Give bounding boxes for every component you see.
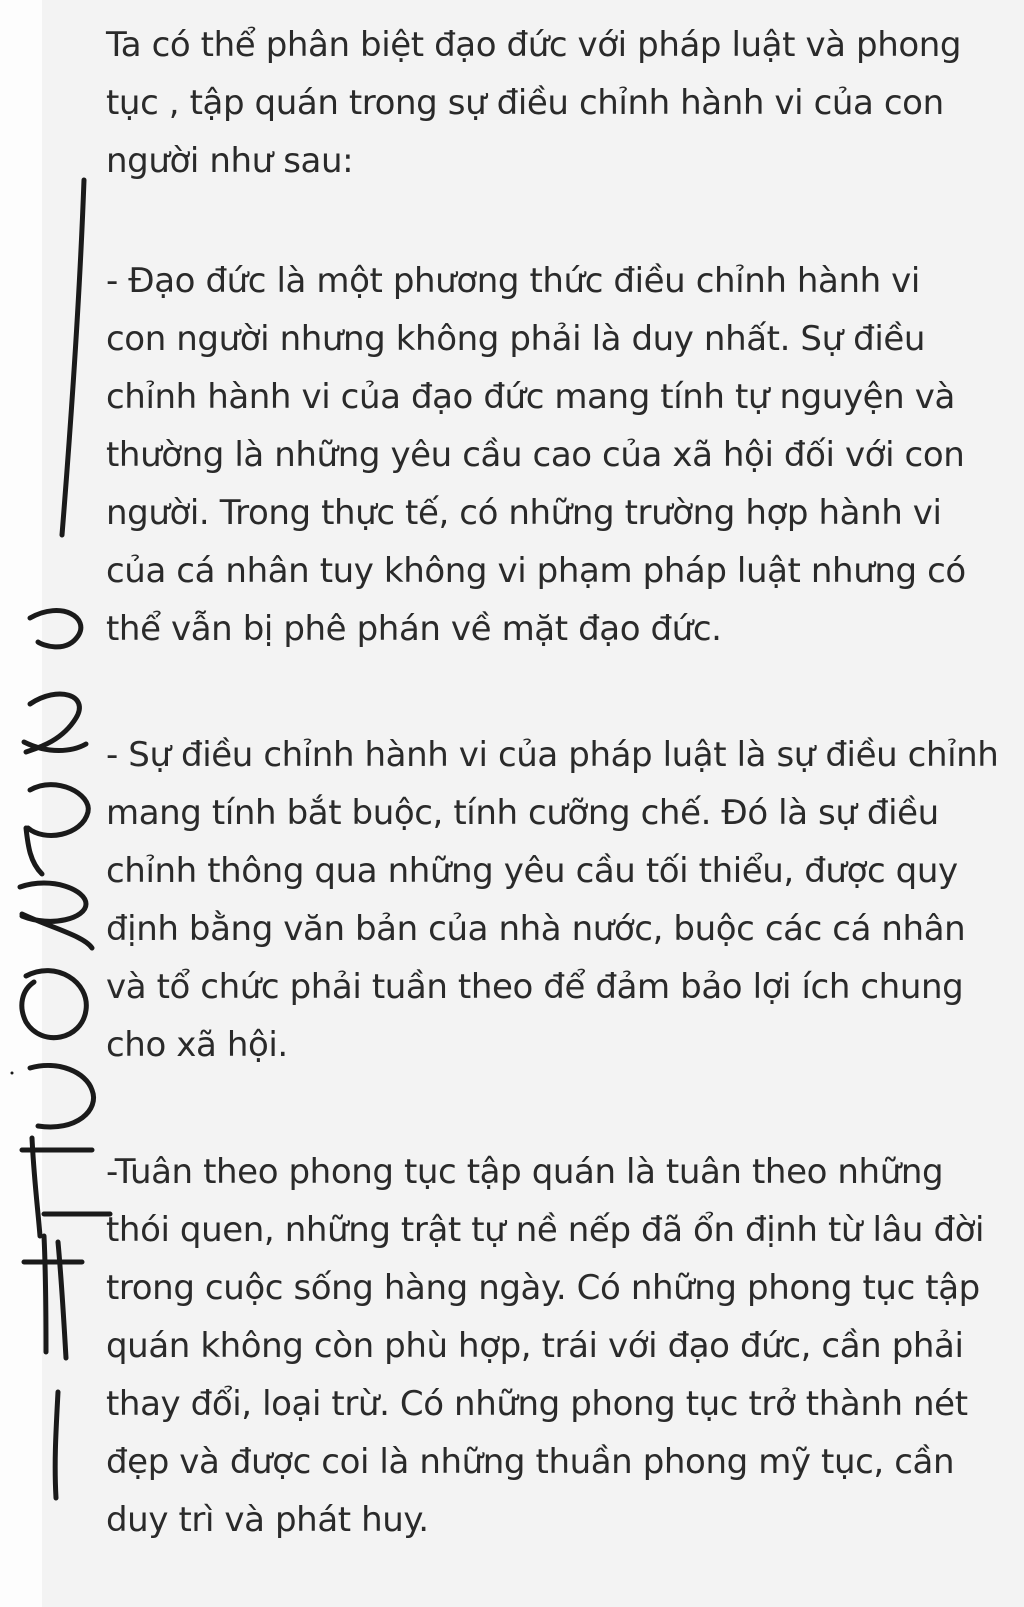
text-line: thể vẫn bị phê phán về mặt đạo đức.	[106, 609, 722, 649]
text-line: trong cuộc sống hàng ngày. Có những phong tục tập	[106, 1268, 980, 1308]
text-line: thói quen, những trật tự nề nếp đã ổn định từ lâu đời	[106, 1210, 985, 1250]
text-line: quán không còn phù hợp, trái với đạo đức, cần phải	[106, 1326, 964, 1366]
text-line: cho xã hội.	[106, 1025, 288, 1065]
text-line: chỉnh hành vi của đạo đức mang tính tự nguyện và	[106, 377, 955, 417]
ethics-paragraph	[106, 252, 1006, 658]
text-line: người. Trong thực tế, có những trường hợp hành vi	[106, 493, 942, 533]
text-line: đẹp và được coi là những thuần phong mỹ tục, cần	[106, 1442, 955, 1482]
text-line: tục , tập quán trong sự điều chỉnh hành vi của con	[106, 83, 944, 123]
text-line: thay đổi, loại trừ. Có những phong tục trở thành nét	[106, 1384, 968, 1424]
text-line: thường là những yêu cầu cao của xã hội đối với con	[106, 435, 965, 475]
text-line: chỉnh thông qua những yêu cầu tối thiểu, được quy	[106, 851, 958, 891]
text-line: người như sau:	[106, 141, 354, 181]
law-paragraph	[106, 726, 1006, 1074]
text-line: - Sự điều chỉnh hành vi của pháp luật là sự điều chỉnh	[106, 735, 999, 775]
text-line: - Đạo đức là một phương thức điều chỉnh hành vi	[106, 261, 920, 301]
text-line: của cá nhân tuy không vi phạm pháp luật nhưng có	[106, 551, 966, 591]
text-line: và tổ chức phải tuần theo để đảm bảo lợi ích chung	[106, 967, 964, 1007]
custom-paragraph	[106, 1143, 1006, 1549]
text-line: định bằng văn bản của nhà nước, buộc các cá nhân	[106, 909, 966, 949]
text-line: duy trì và phát huy.	[106, 1500, 429, 1540]
intro-paragraph	[106, 16, 1006, 190]
ink-dot	[11, 1072, 14, 1075]
text-line: Ta có thể phân biệt đạo đức với pháp luật và phong	[106, 25, 962, 65]
text-line: con người nhưng không phải là duy nhất. Sự điều	[106, 319, 926, 359]
text-line: -Tuân theo phong tục tập quán là tuân theo những	[106, 1152, 944, 1192]
text-line: mang tính bắt buộc, tính cưỡng chế. Đó là sự điều	[106, 793, 939, 833]
